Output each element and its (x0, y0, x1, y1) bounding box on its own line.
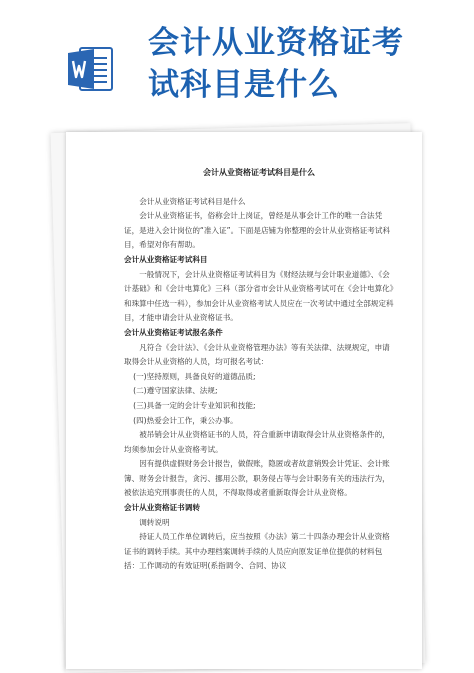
hero-title-line1: 会计从业资格证考 (148, 25, 404, 61)
hero-title-line2: 试科目是什么 (148, 67, 340, 103)
document-title: 会计从业资格证考试科目是什么 (203, 168, 315, 177)
list-item: (三)具备一定的会计专业知识和技能; (133, 400, 256, 410)
hero-title (148, 22, 468, 106)
paragraph: 一般情况下，会计从业资格证考试科目为《财经法规与会计职业道德》、《会计基础》和《会计电算化》三科（部分省市会计从业资格考试可在《会计电算化》和珠算中任选一科），参加会计从业资格考试人员应在一次考试中通过全部规定科目，才能申请会计从业资格证书。 (124, 269, 394, 323)
paragraph: 持证人员工作单位调转后，应当按照《办法》第二十四条办理会计从业资格证书的调转手续。其中办理档案调转手续的人员应向原发证单位提供的材料包括：工作调动的有效证明(系指调令、合同、协议 (124, 532, 390, 571)
list-item: (四)热爱会计工作，秉公办事。 (133, 415, 238, 425)
intro-line: 会计从业资格证考试科目是什么 (139, 196, 246, 206)
subheading: 调转说明 (139, 517, 170, 527)
document-page (66, 132, 422, 669)
hero-banner (0, 0, 474, 140)
list-item: (一)坚持原则，具备良好的道德品质; (133, 371, 256, 381)
section-heading: 会计从业资格证考试报名条件 (124, 327, 223, 337)
paragraph: 凡符合《会计法》、《会计从业资格管理办法》等有关法律、法规规定，申请取得会计从业资格的人员，均可报名考试： (124, 342, 390, 367)
list-item: (二)遵守国家法律、法规; (133, 386, 218, 396)
document-body (66, 132, 422, 574)
paragraph: 会计从业资格证书，俗称会计上岗证，曾经是从事会计工作的唯一合法凭证，是进入会计岗位的“准入证”。下面是店铺为你整理的会计从业资格证考试科目，希望对你有帮助。 (124, 211, 391, 250)
word-document-icon (66, 44, 116, 94)
section-heading: 会计从业资格证考试科目 (124, 254, 208, 264)
paragraph: 因有提供虚假财务会计报告，做假账，隐匿或者故意销毁会计凭证、会计账簿、财务会计报告，贪污、挪用公款，职务侵占等与会计职务有关的违法行为，被依法追究刑事责任的人员，不得取得或者重新取得会计从业资格。 (124, 459, 390, 498)
paragraph: 被吊销会计从业资格证书的人员，符合重新申请取得会计从业资格条件的，均须参加会计从业资格考试。 (124, 430, 390, 454)
section-heading: 会计从业资格证书调转 (124, 503, 200, 513)
